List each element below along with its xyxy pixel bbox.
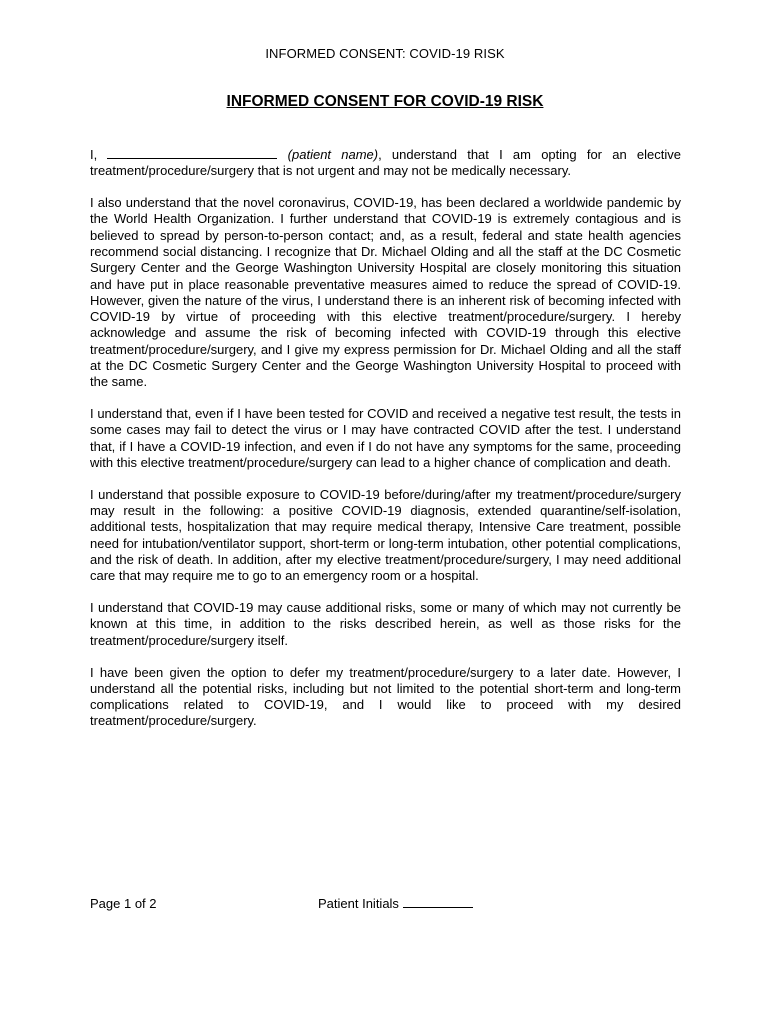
paragraph-additional-risks: I understand that COVID-19 may cause additional risks, some or many of which may not currently be known at this time, in addition to the risks described herein, as well as those risks for the treatment/procedure/surgery itself. — [90, 600, 681, 648]
paragraph-pandemic-risk: I also understand that the novel coronavirus, COVID-19, has been declared a worldwide pandemic by the World Health Organization. I further understand that COVID-19 is extremely contagious and is believed to spread by person-to-person contact; and, as a result, federal and state health agencies recommend social distancing. I recognize that Dr. Michael Olding and all the staff at the DC Cosmetic Surgery Center and the George Washington University Hospital are closely monitoring this situation and have put in place reasonable preventative measures aimed to reduce the spread of COVID-19. However, given the nature of the virus, I understand there is an inherent risk of becoming infected with COVID-19 by virtue of proceeding with this elective treatment/procedure/surgery. I hereby acknowledge and assume the risk of becoming infected with COVID-19 through this elective treatment/procedure/surgery, and I give my express permission for Dr. Michael Olding and all the staff at the DC Cosmetic Surgery Center and the George Washington University Hospital to proceed with the same. — [90, 195, 681, 390]
running-header: INFORMED CONSENT: COVID-19 RISK — [265, 46, 505, 61]
paragraph-statement-rest: , understand that I am opting for an elective treatment/procedure/surgery that is not urgent and may not be medically necessary. — [90, 147, 681, 179]
paragraph-prefix: I, — [90, 147, 98, 162]
page-number: Page 1 of 2 — [90, 896, 157, 911]
patient-initials-label: Patient Initials — [318, 896, 399, 911]
patient-initials — [318, 896, 473, 911]
patient-name-hint: (patient name) — [287, 147, 379, 162]
paragraph-testing-limits: I understand that, even if I have been tested for COVID and received a negative test result, the tests in some cases may fail to detect the virus or I may have contracted COVID after the test. I understand that, if I have a COVID-19 infection, and even if I do not have any symptoms for the same, proceeding with this elective treatment/procedure/surgery can lead to a higher chance of complication and death. — [90, 406, 681, 471]
paragraph-exposure-outcomes: I understand that possible exposure to COVID-19 before/during/after my treatment/procedure/surgery may result in the following: a positive COVID-19 diagnosis, extended quarantine/self-isolation, additional tests, hospitalization that may require medical therapy, Intensive Care treatment, possible need for intubation/ventilator support, short-term or long-term intubation, other potential complications, and the risk of death. In addition, after my elective treatment/procedure/surgery, I may need additional care that may require me to go to an emergency room or a hospital. — [90, 486, 681, 584]
paragraph-patient-statement — [90, 147, 681, 180]
paragraph-deferral-option: I have been given the option to defer my treatment/procedure/surgery to a later date. However, I understand all the potential risks, including but not limited to the potential short-term and long-term complications related to COVID-19, and I would like to proceed with my desired treatment/procedure/surgery. — [90, 664, 681, 729]
patient-name-blank[interactable] — [107, 147, 277, 159]
document-title: INFORMED CONSENT FOR COVID-19 RISK — [226, 93, 544, 110]
patient-initials-blank[interactable] — [403, 896, 473, 908]
consent-body — [90, 147, 681, 745]
